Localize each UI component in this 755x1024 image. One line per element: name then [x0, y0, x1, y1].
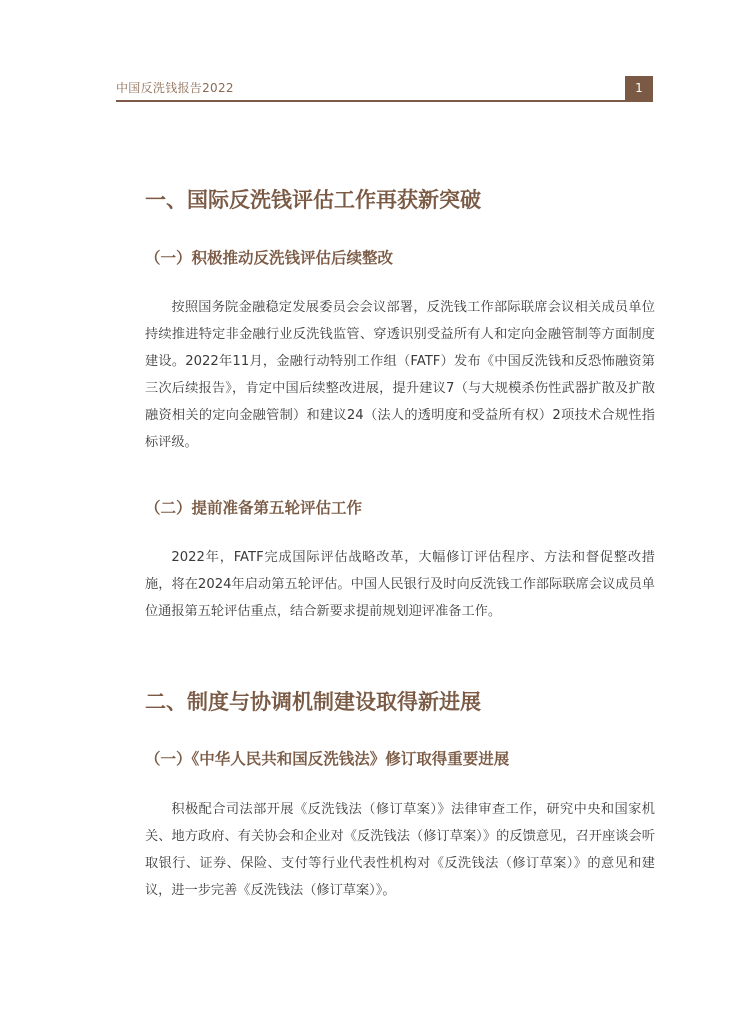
subsection-heading-2-1: （一）《中华人民共和国反洗钱法》修订取得重要进展 — [145, 750, 510, 768]
report-title: 中国反洗钱报告2022 — [116, 81, 234, 95]
subsection-heading-1-2: （二）提前准备第五轮评估工作 — [145, 499, 363, 517]
paragraph-1-2: 2022年，FATF完成国际评估战略改革，大幅修订评估程序、方法和督促整改措施，将在2024年启动第五轮评估。中国人民银行及时向反洗钱工作部际联席会议成员单位通报第五轮评估重点，结合新要求提前规划迎评准备工作。 — [145, 550, 655, 619]
section-heading-1: 一、国际反洗钱评估工作再获新突破 — [145, 187, 481, 212]
header-divider — [116, 100, 653, 102]
subsection-heading-1-1: （一）积极推动反洗钱评估后续整改 — [145, 249, 394, 267]
page-number: 1 — [625, 76, 653, 100]
paragraph-1-1: 按照国务院金融稳定发展委员会会议部署，反洗钱工作部际联席会议相关成员单位持续推进特定非金融行业反洗钱监管、穿透识别受益所有人和定向金融管制等方面制度建设。2022年11月，金融行动特别工作组（FATF）发布《中国反洗钱和反恐怖融资第三次后续报告》，肯定中国后续整改进展，提升建议7（与大规模杀伤性武器扩散及扩散融资相关的定向金融管制）和建议24（法人的透明度和受益所有权）2项技术合规性指标评级。 — [145, 300, 655, 450]
page-header — [116, 76, 653, 100]
section-heading-2: 二、制度与协调机制建设取得新进展 — [145, 689, 481, 714]
paragraph-2-1: 积极配合司法部开展《反洗钱法（修订草案）》法律审查工作，研究中央和国家机关、地方政府、有关协会和企业对《反洗钱法（修订草案）》的反馈意见，召开座谈会听取银行、证券、保险、支付等行业代表性机构对《反洗钱法（修订草案）》的意见和建议，进一步完善《反洗钱法（修订草案）》。 — [145, 802, 655, 898]
